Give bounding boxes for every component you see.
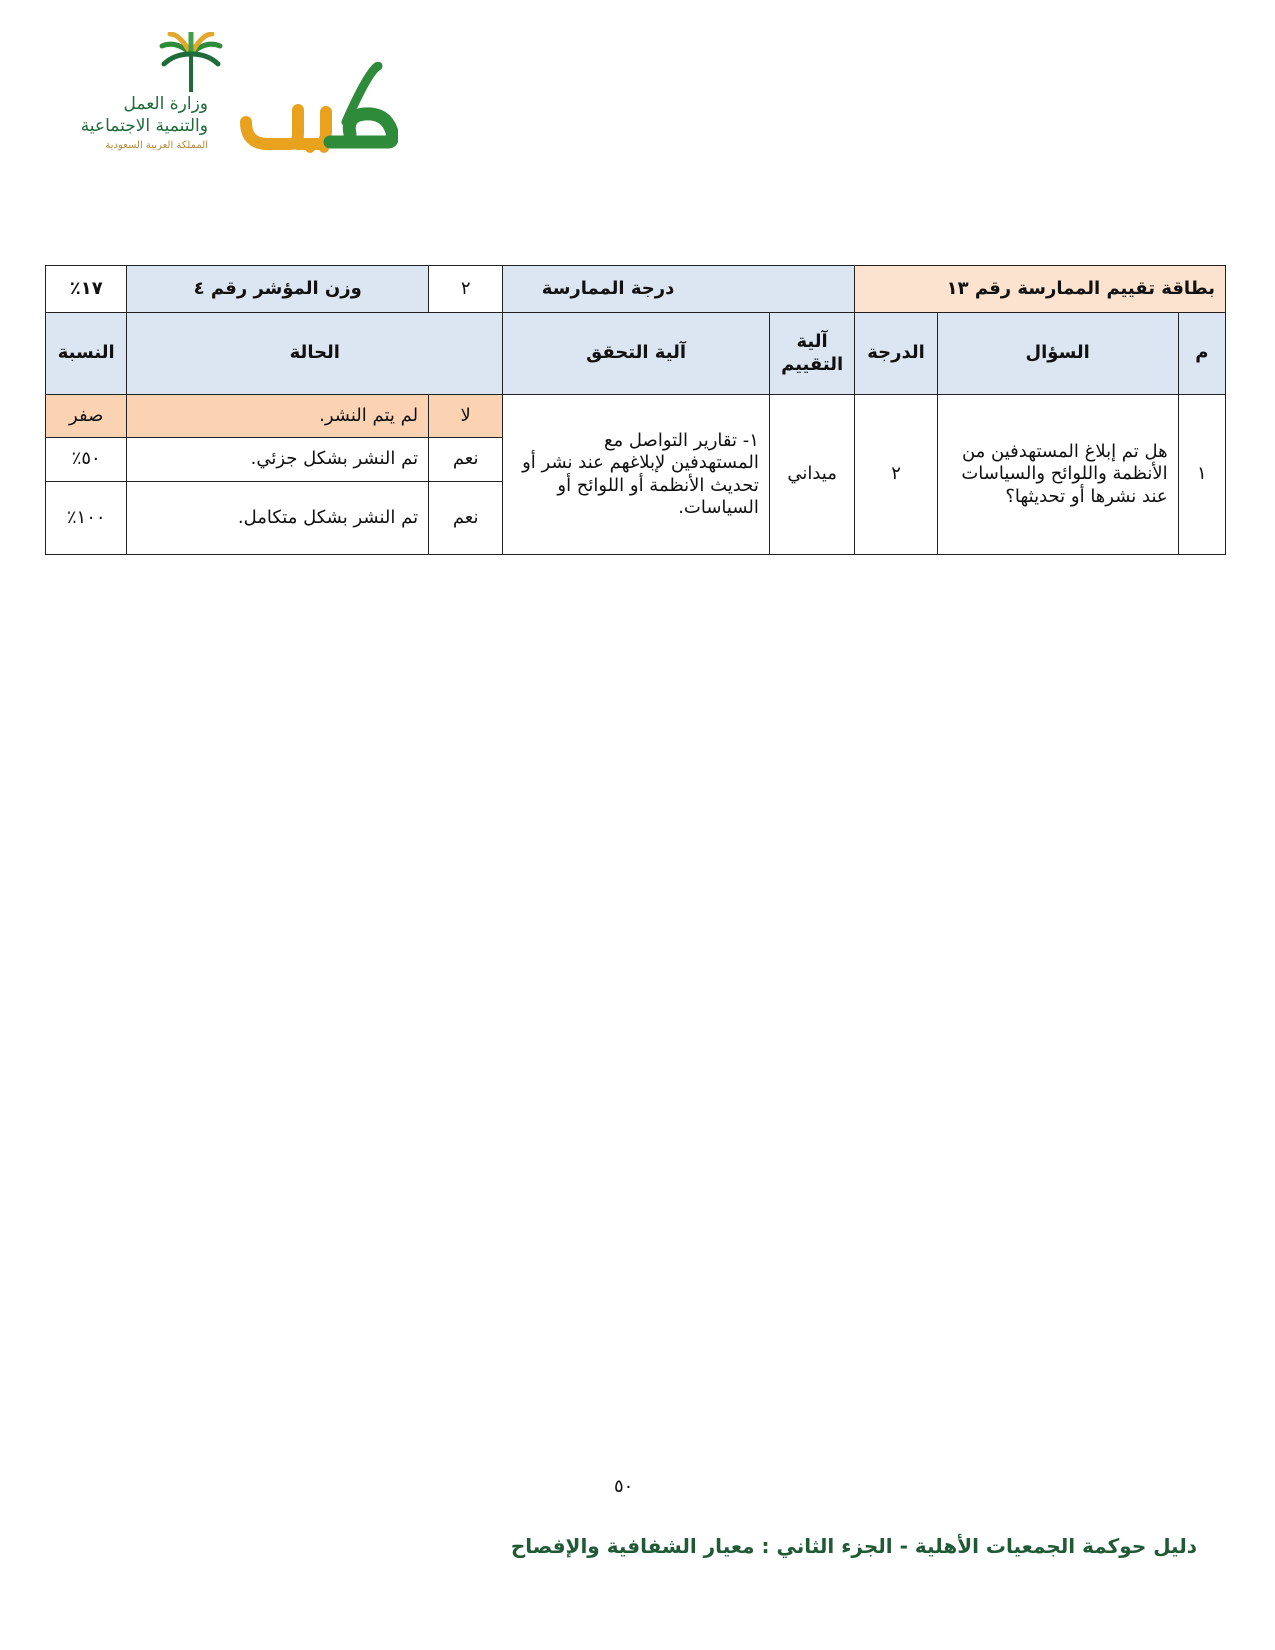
col-header-verification: آلية التحقق xyxy=(503,313,770,395)
ministry-logo xyxy=(58,32,208,162)
indicator-weight-value: ١٧٪ xyxy=(46,266,127,313)
col-header-num: م xyxy=(1178,313,1225,395)
program-logo xyxy=(238,62,398,158)
option-answer: لا xyxy=(429,395,503,438)
option-ratio: صفر xyxy=(46,395,127,438)
ministry-name-line1: وزارة العمل xyxy=(123,94,208,114)
option-answer: نعم xyxy=(429,482,503,555)
row-num: ١ xyxy=(1178,395,1225,555)
ministry-name-line2: والتنمية الاجتماعية xyxy=(80,116,208,136)
card-header-row xyxy=(46,266,1226,313)
row-degree: ٢ xyxy=(855,395,937,555)
practice-degree-value: ٢ xyxy=(429,266,503,313)
column-header-row xyxy=(46,313,1226,395)
option-status: تم النشر بشكل جزئي. xyxy=(127,438,429,482)
indicator-weight-label: وزن المؤشر رقم ٤ xyxy=(127,266,429,313)
ministry-country-line: المملكة العربية السعودية xyxy=(105,140,208,151)
program-logo-artwork xyxy=(238,62,398,158)
option-answer: نعم xyxy=(429,438,503,482)
practice-evaluation-card xyxy=(45,265,1226,555)
option-ratio: ٥٠٪ xyxy=(46,438,127,482)
col-header-eval-method: آلية التقييم xyxy=(769,313,854,395)
col-header-degree: الدرجة xyxy=(855,313,937,395)
row-eval-method: ميداني xyxy=(769,395,854,555)
page-number: ٥٠ xyxy=(614,1476,634,1497)
guide-title: دليل حوكمة الجمعيات الأهلية - الجزء الثاني : معيار الشفافية والإفصاح xyxy=(510,1534,1197,1558)
card-title: بطاقة تقييم الممارسة رقم ١٣ xyxy=(855,266,1226,313)
col-header-ratio: النسبة xyxy=(46,313,127,395)
row-verification: ١- تقارير التواصل مع المستهدفين لإبلاغهم عند نشر أو تحديث الأنظمة أو اللوائح أو السياسات. xyxy=(503,395,770,555)
option-ratio: ١٠٠٪ xyxy=(46,482,127,555)
option-status: لم يتم النشر. xyxy=(127,395,429,438)
table-row xyxy=(46,395,1226,438)
col-header-status: الحالة xyxy=(127,313,503,395)
practice-degree-label: درجة الممارسة xyxy=(503,266,855,313)
row-question: هل تم إبلاغ المستهدفين من الأنظمة واللوائح والسياسات عند نشرها أو تحديثها؟ xyxy=(937,395,1178,555)
col-header-question: السؤال xyxy=(937,313,1178,395)
option-status: تم النشر بشكل متكامل. xyxy=(127,482,429,555)
palm-tree-icon xyxy=(158,32,224,92)
